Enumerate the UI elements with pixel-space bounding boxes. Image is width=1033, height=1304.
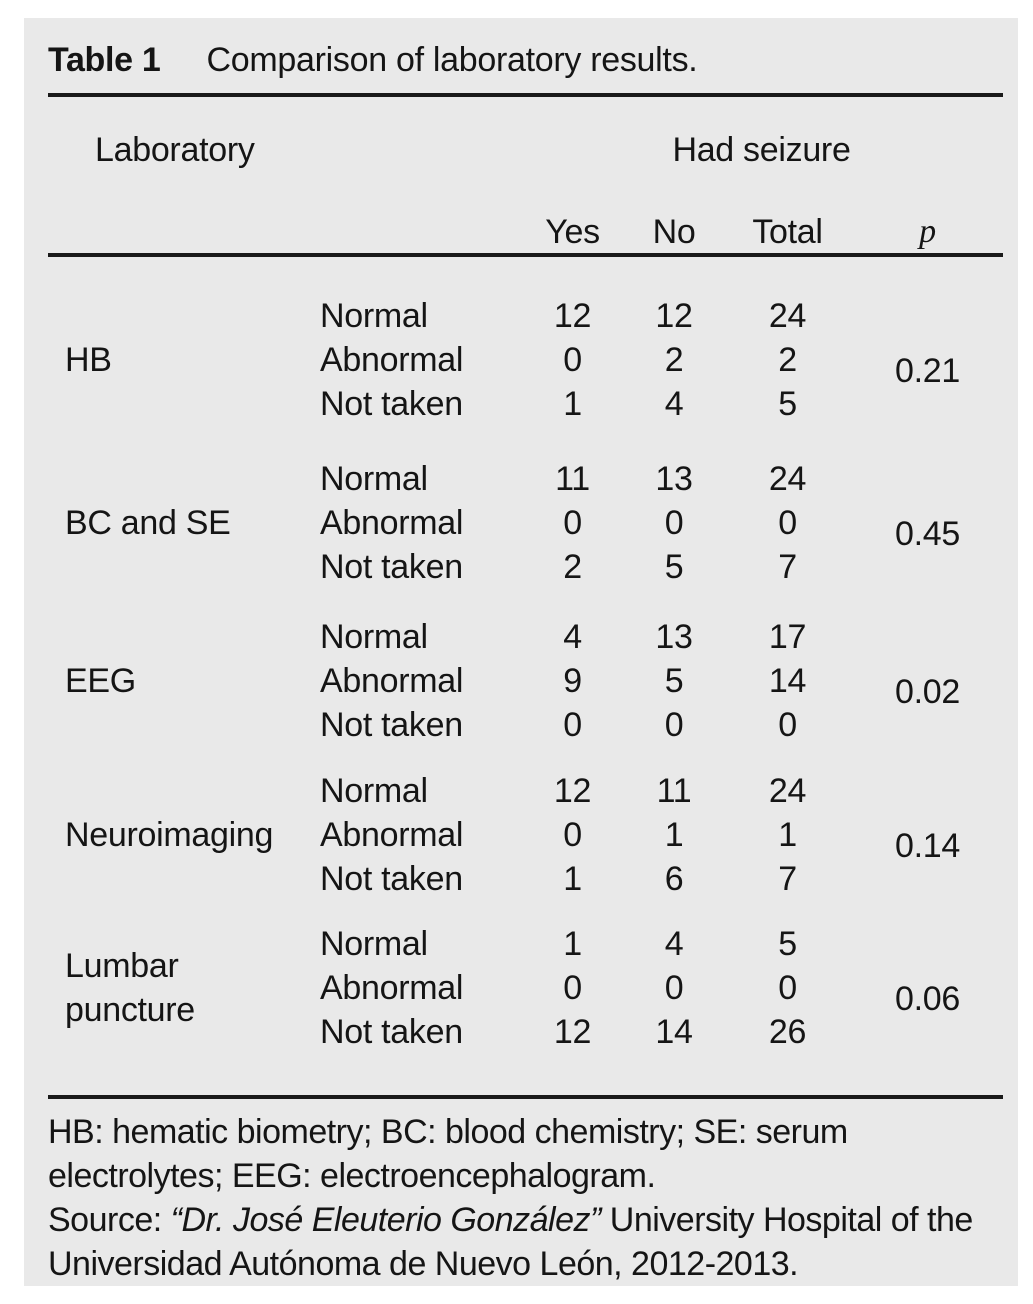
group-label: Lumbar puncture: [65, 947, 195, 1029]
cell-total: 0: [778, 504, 797, 542]
source-prefix: Source:: [48, 1201, 171, 1239]
table-title: [48, 40, 697, 80]
p-column-header: p: [919, 213, 936, 250]
table-footnotes: [48, 1110, 1006, 1286]
cell-no: 11: [656, 772, 692, 810]
cell-no: 6: [664, 860, 684, 898]
row-label: Not taken: [320, 1013, 463, 1051]
yes-column-header: Yes: [545, 213, 600, 251]
cell-no: 12: [655, 297, 693, 335]
table-group-eeg: [48, 615, 1003, 747]
cell-no: 0: [664, 706, 684, 744]
p-value: 0.14: [895, 827, 960, 865]
cell-yes: 11: [555, 460, 590, 498]
cell-no: 13: [655, 618, 693, 656]
cell-total: 24: [768, 772, 807, 810]
table-group-lumbar-puncture: [48, 922, 1003, 1054]
bottom-rule: [48, 1095, 1003, 1099]
group-label: EEG: [65, 662, 136, 700]
cell-total: 0: [778, 706, 797, 744]
header-row-groups: [48, 130, 1003, 170]
cell-total: 0: [778, 969, 797, 1007]
cell-yes: 12: [553, 1013, 592, 1051]
group-label: HB: [65, 341, 112, 379]
table-group-neuroimaging: [48, 769, 1003, 901]
row-label: Normal: [320, 460, 428, 498]
total-column-header: Total: [752, 213, 823, 251]
table-group-hb: [48, 294, 1003, 426]
source-suffix: University Hospital of the Universidad Autónoma de Nuevo León, 2012-2013.: [48, 1201, 973, 1283]
cell-yes: 9: [563, 662, 582, 700]
row-label: Not taken: [320, 548, 463, 586]
source-hospital-name: “Dr. José Eleuterio González”: [170, 1201, 601, 1239]
group-label: BC and SE: [65, 504, 231, 542]
row-label: Abnormal: [320, 969, 464, 1007]
row-label: Normal: [320, 925, 428, 963]
cell-no: 13: [655, 460, 693, 498]
had-seizure-span-header: Had seizure: [672, 131, 851, 169]
row-label: Abnormal: [320, 504, 464, 542]
row-label: Not taken: [320, 706, 463, 744]
cell-no: 4: [664, 925, 684, 963]
table-number: Table 1: [48, 41, 161, 79]
header-rule: [48, 253, 1003, 257]
cell-yes: 12: [553, 772, 592, 810]
cell-yes: 1: [563, 385, 582, 423]
cell-no: 14: [655, 1013, 693, 1051]
no-column-header: No: [652, 213, 696, 251]
cell-total: 2: [778, 341, 797, 379]
row-label: Normal: [320, 772, 428, 810]
source-note: [48, 1198, 1006, 1286]
row-label: Normal: [320, 297, 428, 335]
p-value: 0.02: [895, 673, 960, 711]
cell-no: 5: [664, 662, 684, 700]
cell-no: 5: [664, 548, 684, 586]
table-caption: Comparison of laboratory results.: [206, 41, 698, 79]
cell-total: 24: [768, 460, 807, 498]
cell-yes: 1: [563, 925, 582, 963]
table-panel: [24, 18, 1018, 1286]
p-value: 0.45: [895, 515, 960, 553]
cell-yes: 0: [563, 706, 582, 744]
cell-yes: 0: [563, 816, 582, 854]
cell-no: 2: [664, 341, 684, 379]
cell-total: 14: [768, 662, 807, 700]
row-label: Normal: [320, 618, 428, 656]
table-group-bc-se: [48, 457, 1003, 589]
row-label: Abnormal: [320, 341, 464, 379]
top-rule: [48, 93, 1003, 97]
cell-total: 24: [768, 297, 807, 335]
abbreviations-note: HB: hematic biometry; BC: blood chemistry; SE: serum electrolytes; EEG: electroencephalogram.: [48, 1113, 848, 1195]
cell-yes: 1: [563, 860, 582, 898]
cell-total: 5: [778, 385, 797, 423]
cell-yes: 0: [563, 969, 582, 1007]
cell-total: 26: [768, 1013, 807, 1051]
cell-yes: 12: [553, 297, 592, 335]
table-body: [48, 294, 1003, 1054]
row-label: Not taken: [320, 385, 463, 423]
row-label: Not taken: [320, 860, 463, 898]
cell-total: 7: [778, 860, 797, 898]
cell-no: 4: [664, 385, 684, 423]
cell-total: 5: [778, 925, 797, 963]
cell-total: 17: [768, 618, 807, 656]
cell-no: 0: [664, 969, 684, 1007]
p-value: 0.06: [895, 980, 960, 1018]
cell-total: 7: [778, 548, 797, 586]
cell-no: 0: [664, 504, 684, 542]
laboratory-column-header: Laboratory: [95, 131, 255, 169]
cell-yes: 4: [563, 618, 582, 656]
row-label: Abnormal: [320, 662, 464, 700]
header-row-columns: [48, 212, 1003, 252]
row-label: Abnormal: [320, 816, 464, 854]
cell-no: 1: [664, 816, 684, 854]
group-label: Neuroimaging: [65, 816, 274, 854]
cell-yes: 2: [563, 548, 582, 586]
cell-yes: 0: [563, 504, 582, 542]
cell-total: 1: [778, 816, 797, 854]
cell-yes: 0: [563, 341, 582, 379]
p-value: 0.21: [895, 352, 960, 390]
